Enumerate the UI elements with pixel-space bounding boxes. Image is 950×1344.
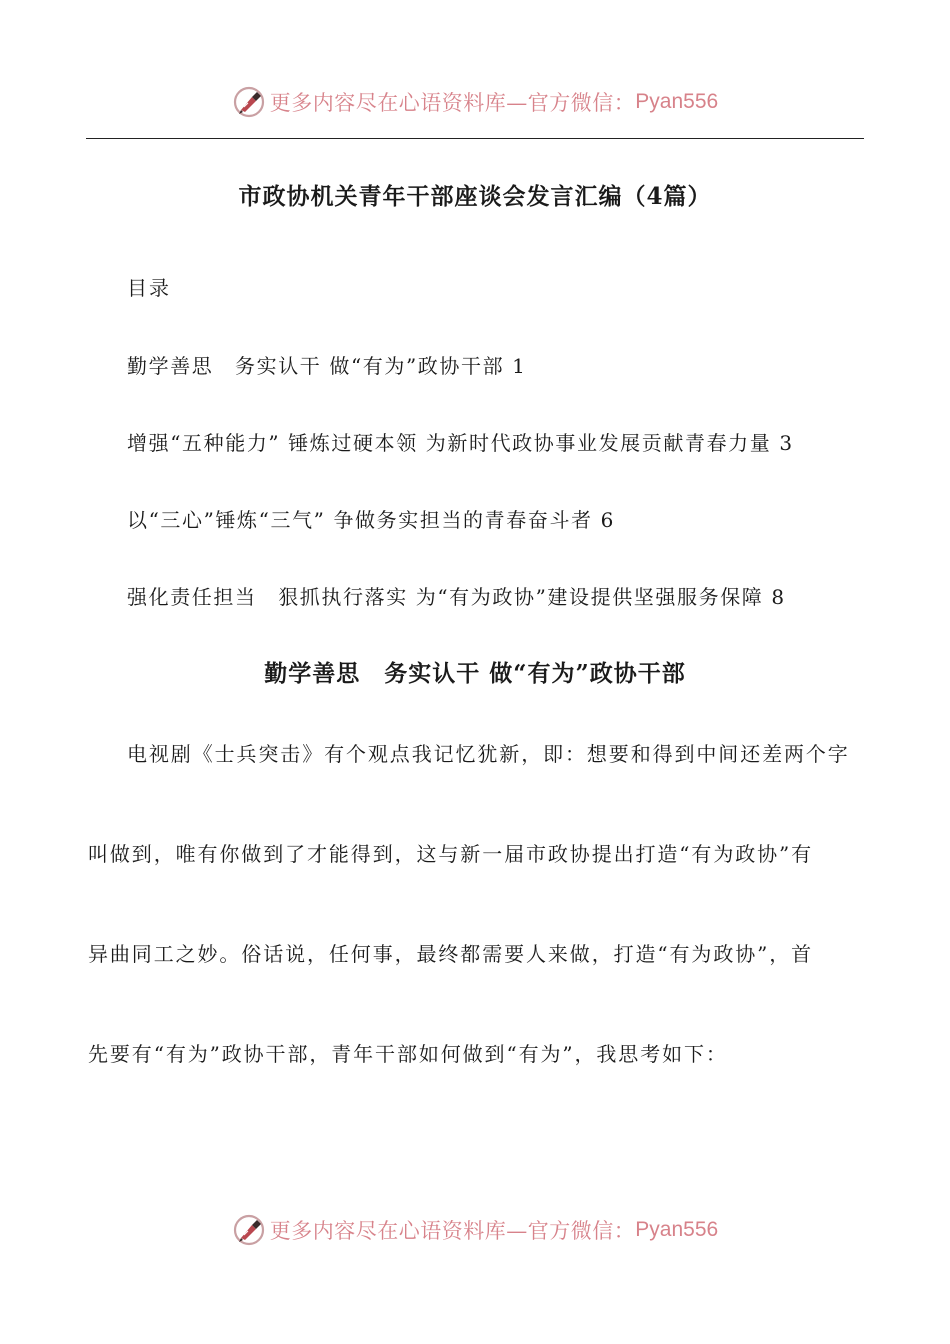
paragraph-line: 电视剧《士兵突击》有个观点我记忆犹新，即：想要和得到中间还差两个字 xyxy=(127,742,850,766)
paragraph-line: 叫做到，唯有你做到了才能得到，这与新一届市政协提出打造“有为政协”有 xyxy=(88,842,814,866)
header-wechat-id: Pyan556 xyxy=(635,90,719,113)
footer-banner xyxy=(0,1208,950,1252)
toc-item: 勤学善思 务实认干 做“有为”政协干部 1 xyxy=(127,354,527,378)
footer-banner-text: 更多内容尽在心语资料库—官方微信： xyxy=(269,1219,636,1243)
toc-item: 以“三心”锤炼“三气” 争做务实担当的青春奋斗者 6 xyxy=(127,508,615,532)
footer-wechat-id: Pyan556 xyxy=(635,1218,719,1241)
section-title: 勤学善思 务实认干 做“有为”政协干部 xyxy=(264,660,686,687)
header-banner-text: 更多内容尽在心语资料库—官方微信： xyxy=(269,91,636,115)
document-title: 市政协机关青年干部座谈会发言汇编（4篇） xyxy=(238,183,712,210)
toc-heading: 目录 xyxy=(127,276,171,300)
toc-item: 增强“五种能力” 锤炼过硬本领 为新时代政协事业发展贡献青春力量 3 xyxy=(127,431,794,455)
toc-item: 强化责任担当 狠抓执行落实 为“有为政协”建设提供坚强服务保障 8 xyxy=(127,585,786,609)
pen-nib-logo-icon xyxy=(232,1213,266,1247)
paragraph-line: 先要有“有为”政协干部，青年干部如何做到“有为”，我思考如下： xyxy=(88,1042,728,1066)
header-banner xyxy=(0,80,950,124)
pen-nib-logo-icon xyxy=(232,85,266,119)
header-divider xyxy=(86,138,864,139)
paragraph-line: 异曲同工之妙。俗话说，任何事，最终都需要人来做，打造“有为政协”，首 xyxy=(88,942,814,966)
